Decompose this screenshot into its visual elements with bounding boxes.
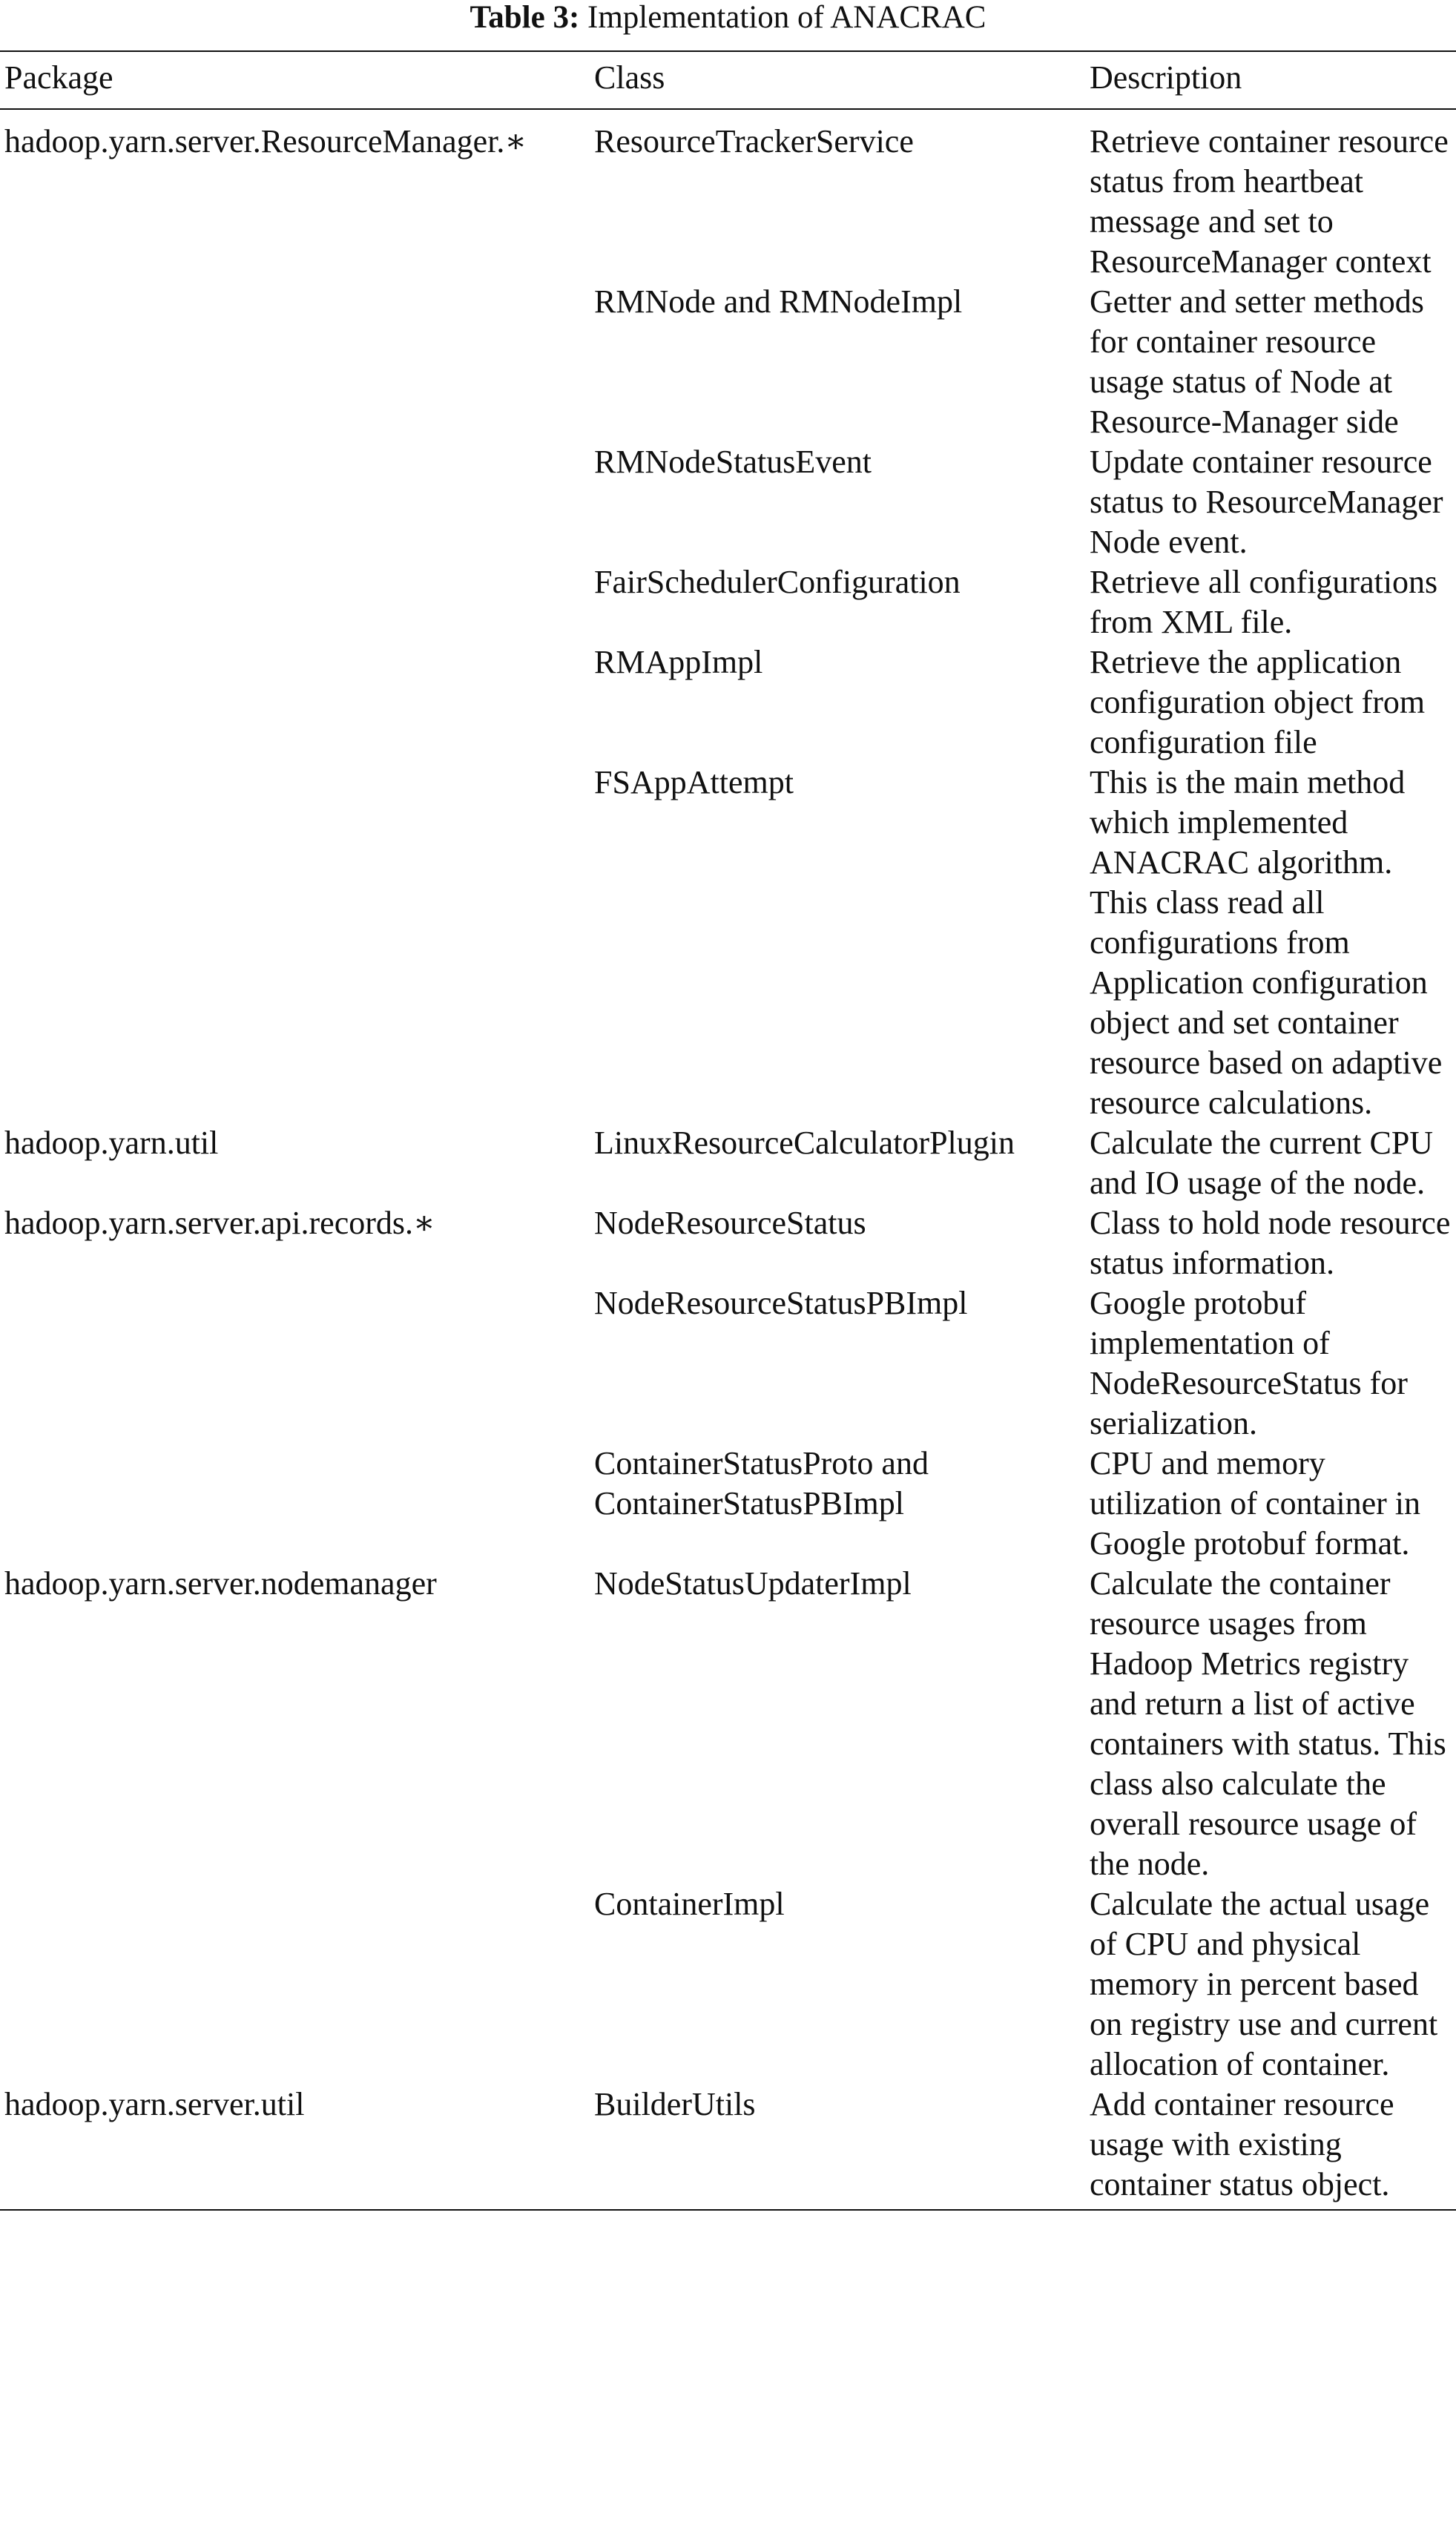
cell-class: ContainerStatusProto and ContainerStatusPBImpl [594,1445,929,1521]
cell-package [0,282,590,442]
cell-description: This is the main method which implemented ANACRAC algorithm. This class read all configurations from Application configuration object and set container resource based on adaptive resource calculations. [1090,764,1443,1121]
table-header [0,51,1456,109]
cell-package [0,1884,590,2085]
table-row [0,442,1456,562]
implementation-table [0,50,1456,2211]
cell-description: Google protobuf implementation of NodeResourceStatus for serialization. [1090,1285,1408,1441]
cell-package: hadoop.yarn.server.api.records.∗ [4,1205,435,1241]
table-row [0,1203,1456,1283]
table-row [0,642,1456,763]
table-row [0,1564,1456,1884]
table-row [0,282,1456,442]
cell-description: Retrieve all configurations from XML file. [1090,564,1438,640]
cell-package [0,642,590,763]
table-caption [0,0,1456,36]
cell-class: RMNode and RMNodeImpl [594,283,963,320]
cell-package: hadoop.yarn.server.ResourceManager.∗ [4,123,527,159]
table-caption-label: Table 3: [470,0,580,35]
cell-description: CPU and memory utilization of container in Google protobuf format. [1090,1445,1420,1562]
cell-description: Getter and setter methods for container resource usage status of Node at Resource-Manager side [1090,283,1424,440]
cell-description: Retrieve the application configuration object from configuration file [1090,644,1426,760]
cell-class: NodeResourceStatusPBImpl [594,1285,968,1321]
cell-class: LinuxResourceCalculatorPlugin [594,1125,1015,1161]
table-row [0,2085,1456,2210]
cell-description: Retrieve container resource status from heartbeat message and set to ResourceManager context [1090,123,1449,280]
cell-package: hadoop.yarn.server.util [0,2085,590,2210]
cell-description: Class to hold node resource status information. [1090,1205,1451,1281]
table-row [0,562,1456,642]
cell-package [0,763,590,1123]
cell-package [0,562,590,642]
cell-class: RMNodeStatusEvent [594,444,872,480]
header-description: Description [1085,51,1456,109]
table-row [0,1123,1456,1203]
cell-package: hadoop.yarn.server.nodemanager [4,1565,437,1602]
table-body [0,109,1456,2210]
table-row [0,1884,1456,2085]
cell-class: FSAppAttempt [594,764,794,800]
table-header-row [0,51,1456,109]
cell-class: ResourceTrackerService [594,123,914,159]
cell-class: RMAppImpl [594,644,763,680]
table-row [0,109,1456,282]
table-row [0,1444,1456,1564]
cell-description: Update container resource status to ResourceManager Node event. [1090,444,1443,560]
cell-description: Add container resource usage with existing container status object. [1085,2085,1456,2210]
cell-class: BuilderUtils [590,2085,1085,2210]
table-caption-title: Implementation of ANACRAC [587,0,986,35]
cell-description: Calculate the container resource usages from Hadoop Metrics registry and return a list of active containers with status. This class also calculate the overall resource usage of the node. [1090,1565,1446,1882]
cell-class: NodeStatusUpdaterImpl [594,1565,912,1602]
cell-description: Calculate the actual usage of CPU and physical memory in percent based on registry use and current allocation of container. [1090,1886,1438,2082]
table-row [0,1283,1456,1444]
cell-package: hadoop.yarn.util [4,1125,219,1161]
cell-class: ContainerImpl [594,1886,785,1922]
cell-class: FairSchedulerConfiguration [594,564,961,600]
header-package: Package [0,51,590,109]
cell-description: Calculate the current CPU and IO usage of the node. [1090,1125,1434,1201]
cell-class: NodeResourceStatus [594,1205,866,1241]
cell-package [0,1444,590,1564]
table-row [0,763,1456,1123]
cell-package [0,1283,590,1444]
header-class: Class [590,51,1085,109]
cell-package [0,442,590,562]
